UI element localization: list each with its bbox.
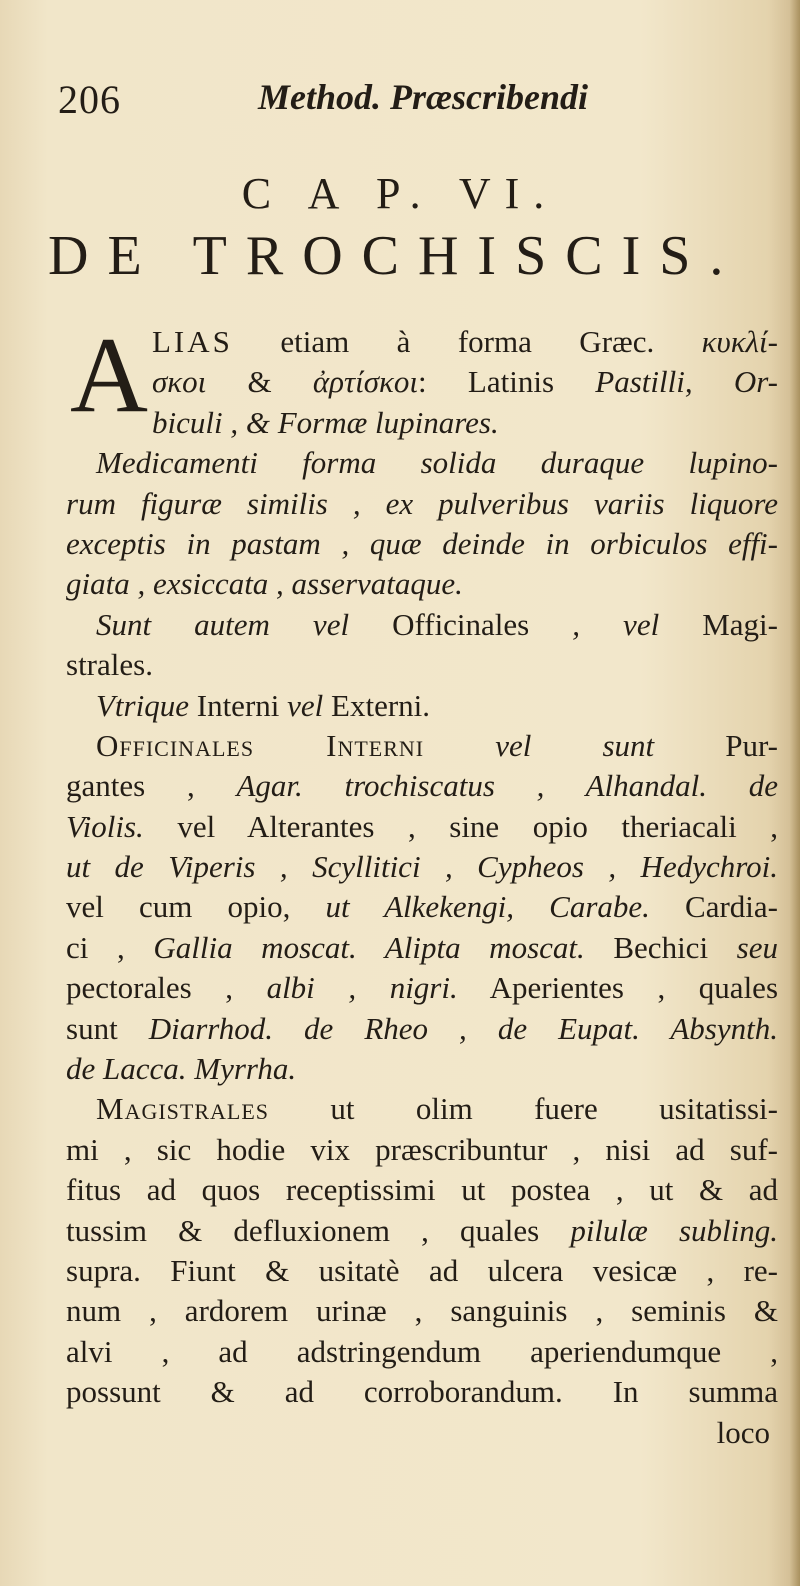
page-edge-shadow [790, 0, 800, 1586]
text-line: Medicamenti forma solida duraque lupino- [96, 445, 778, 481]
text-line: sunt Diarrhod. de Rheo , de Eupat. Absynth. [66, 1010, 778, 1046]
text-line: strales. [66, 647, 153, 683]
text-line: exceptis in pastam , quæ deinde in orbiculos effi- [66, 525, 778, 561]
text-line: Sunt autem vel Officinales , vel Magi- [96, 606, 778, 642]
text-line: giata , exsiccata , asservataque. [66, 566, 463, 602]
text-line: pectorales , albi , nigri. Aperientes , quales [66, 970, 778, 1006]
text-line: Violis. vel Alterantes , sine opio theriacali , [66, 808, 778, 844]
text-line: ci , Gallia moscat. Alipta moscat. Bechici seu [66, 929, 778, 965]
text-line: supra. Fiunt & usitatè ad ulcera vesicæ , re- [66, 1252, 778, 1288]
text-line: gantes , Agar. trochiscatus , Alhandal. de [66, 768, 778, 804]
chapter-number: C A P. VI. [241, 169, 559, 218]
body-text [66, 316, 778, 1453]
text-line: Vtrique Interni vel Externi. [96, 687, 431, 723]
text-line: mi , sic hodie vix præscribuntur , nisi ad suf- [66, 1131, 778, 1167]
running-title: Method. Præscribendi [258, 77, 589, 117]
drop-cap: A [70, 316, 148, 435]
text-line: σκοι & ἀρτίσκοι: Latinis Pastilli, Or- [152, 364, 778, 400]
text-line: rum figuræ similis , ex pulveribus variis liquore [66, 485, 778, 521]
text-line: LIAS etiam à forma Græc. κυκλί- [152, 324, 778, 359]
text-line: de Lacca. Myrrha. [66, 1051, 297, 1087]
catchword: loco [716, 1414, 770, 1450]
chapter-title: DE TROCHISCIS. [48, 225, 743, 287]
text-line: num , ardorem urinæ , sanguinis , seminis & [66, 1293, 778, 1329]
text-line: tussim & defluxionem , quales pilulæ subling. [66, 1212, 778, 1248]
page-header [58, 72, 760, 122]
text-line: Officinales Interni vel sunt Pur- [96, 727, 778, 763]
text-line: Magistrales ut olim fuere usitatissi- [96, 1091, 778, 1127]
text-line: biculi , & Formæ lupinares. [152, 404, 499, 440]
text-line: vel cum opio, ut Alkekengi, Carabe. Cardia- [66, 889, 778, 925]
text-line: possunt & ad corroborandum. In summa [66, 1374, 778, 1410]
text-line: ut de Viperis , Scyllitici , Cypheos , Hedychroi. [66, 849, 778, 885]
text-line: fitus ad quos receptissimi ut postea , ut & ad [66, 1172, 778, 1208]
text-line: alvi , ad adstringendum aperiendumque , [66, 1333, 778, 1369]
page-number: 206 [58, 77, 121, 122]
